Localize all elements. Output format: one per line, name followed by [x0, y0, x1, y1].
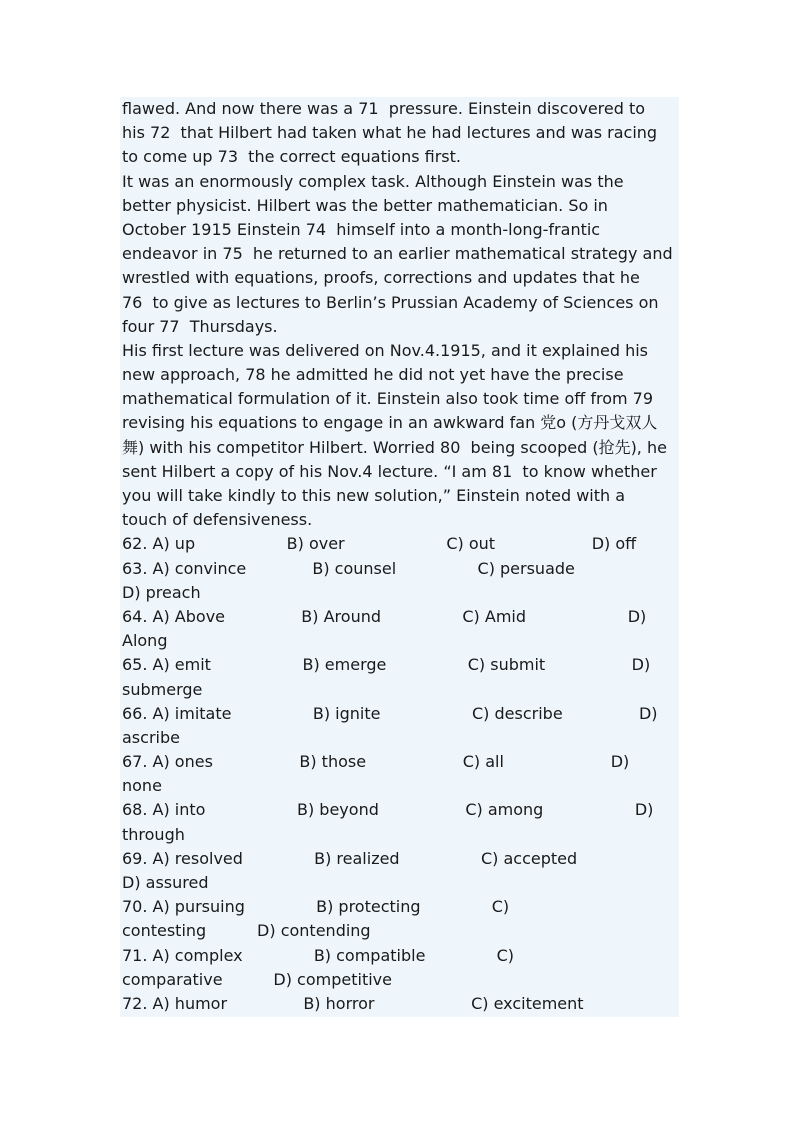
text-line: mathematical formulation of it. Einstein also took time off from 79: [122, 389, 654, 409]
text-line: October 1915 Einstein 74 himself into a month-long-frantic: [122, 219, 601, 239]
text-line: 76 to give as lectures to Berlin’s Prussian Academy of Sciences on: [122, 292, 659, 312]
question-line: 71. A) complex B) compatible C): [122, 945, 515, 965]
question-line: 70. A) pursuing B) protecting C): [122, 897, 510, 917]
question-line: comparative D) competitive: [122, 969, 392, 989]
question-line: 67. A) ones B) those C) all D): [122, 752, 630, 772]
question-line: 72. A) humor B) horror C) excitement: [122, 993, 584, 1013]
question-line: 63. A) convince B) counsel C) persuade: [122, 558, 575, 578]
question-line: 64. A) Above B) Around C) Amid D): [122, 606, 647, 626]
text-line: to come up 73 the correct equations first.: [122, 147, 461, 167]
text-line: you will take kindly to this new solution,” Einstein noted with a: [122, 486, 626, 505]
document-body: [122, 97, 678, 1016]
question-line: 69. A) resolved B) realized C) accepted: [122, 848, 578, 868]
text-line: His first lecture was delivered on Nov.4.1915, and it explained his: [122, 340, 648, 360]
question-line: 62. A) up B) over C) out D) off: [122, 534, 637, 554]
text-line: endeavor in 75 he returned to an earlier mathematical strategy and: [122, 244, 673, 264]
question-line: 66. A) imitate B) ignite C) describe D): [122, 703, 658, 723]
text-line: touch of defensiveness.: [122, 510, 313, 530]
text-line: his 72 that Hilbert had taken what he had lectures and was racing: [122, 123, 658, 143]
question-line: D) preach: [122, 582, 201, 602]
text-line: four 77 Thursdays.: [122, 316, 278, 336]
question-line: 65. A) emit B) emerge C) submit D): [122, 655, 651, 675]
question-line: submerge: [122, 679, 203, 699]
text-line: sent Hilbert a copy of his Nov.4 lecture. “I am 81 to know whether: [122, 461, 657, 481]
text-line: new approach, 78 he admitted he did not yet have the precise: [122, 365, 624, 385]
question-line: through: [122, 824, 185, 844]
text-line: wrestled with equations, proofs, corrections and updates that he: [122, 268, 640, 288]
text-line: It was an enormously complex task. Although Einstein was the: [122, 171, 624, 191]
question-line: Along: [122, 631, 168, 651]
question-line: D) assured: [122, 873, 209, 892]
text-line: revising his equations to engage in an awkward fan 党o (方丹戈双人: [122, 413, 658, 433]
text-line: better physicist. Hilbert was the better mathematician. So in: [122, 195, 608, 215]
question-line: ascribe: [122, 727, 180, 747]
text-line: 舞) with his competitor Hilbert. Worried 80 being scooped (抢先), he: [122, 437, 667, 457]
question-line: none: [122, 776, 162, 796]
text-line: flawed. And now there was a 71 pressure. Einstein discovered to: [122, 99, 646, 118]
question-line: contesting D) contending: [122, 921, 371, 941]
question-line: 68. A) into B) beyond C) among D): [122, 800, 654, 820]
